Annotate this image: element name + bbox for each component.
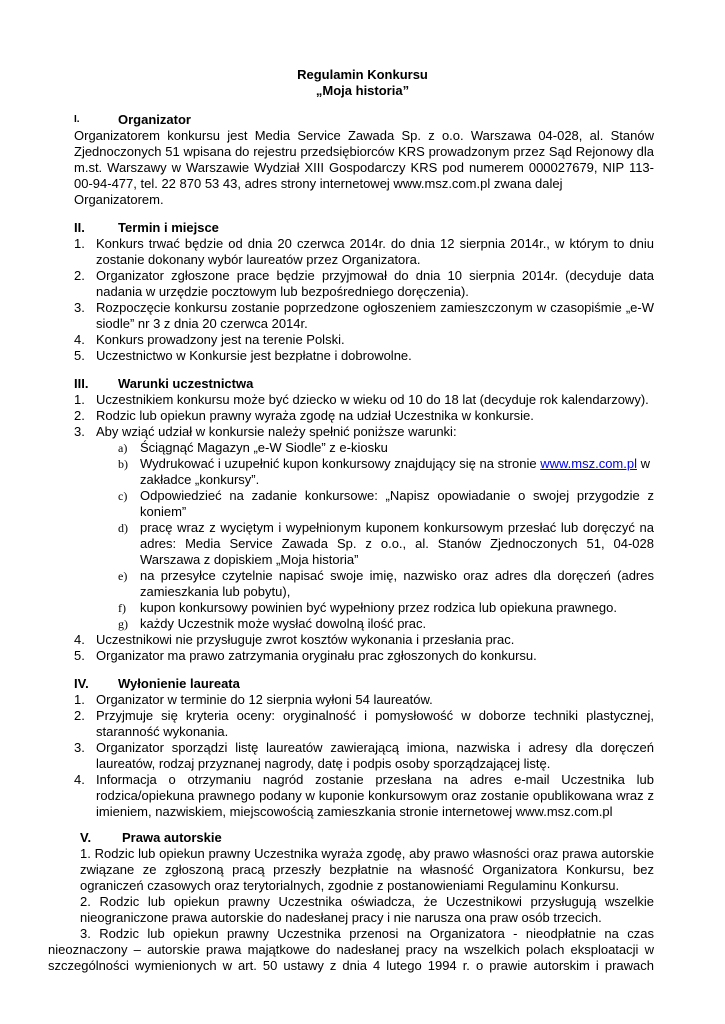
list-item-line: Rodzic lub opiekun prawny wyraża zgodę na udział Uczestnika w konkursie. [96,408,534,423]
sub-item-line: każdy Uczestnik może wysłać dowolną ilość prac. [140,616,427,631]
s5-line-5: nieograniczone prawa autorskie do nadesłanej pracy i nie narusza ona praw osób trzecich. [80,910,602,925]
list-marker: 3. [74,740,85,755]
list-marker: 4. [74,772,85,787]
sub-marker: a) [118,441,128,455]
sub-marker: e) [118,569,128,583]
sub-marker: f) [118,601,126,615]
s5-line-7: nieoznaczony – autorskie prawa majątkowe do nadesłanej pracy na wszelkich polach eksploatacji w [48,942,654,957]
s1-line-2: Zjednoczonych 51 wpisana do rejestru przedsiębiorców KRS prowadzonym przez Sąd Rejonowy dla [74,144,654,159]
sub-item-line: koniem” [140,504,187,519]
list-item-line: rodzica/opiekuna prawnego podany w kuponie konkursowym oraz zostanie opublikowana wraz z [96,788,654,803]
list-item-line: Uczestnikowi nie przysługuje zwrot kosztów wykonania i przesłania prac. [96,632,515,647]
section-number: II. [74,220,85,235]
list-marker: 1. [74,236,85,251]
document-subtitle: „Moja historia” [315,83,410,98]
sub-item-line: kupon konkursowy powinien być wypełniony przez rodzica lub opiekuna prawnego. [140,600,617,615]
list-marker: 2. [74,408,85,423]
section-number: V. [80,830,92,845]
list-item-line: Uczestnikiem konkursu może być dziecko w wieku od 10 do 18 lat (decyduje rok kalendarzowy). [96,392,649,407]
s5-line-2: związane ze zgłoszoną pracą przeszły bezpłatnie na własność Organizatora Konkursu, bez [80,862,654,877]
s1-line-4: 00-94-477, tel. 22 870 53 43, adres strony internetowej www.msz.com.pl zwana dalej [74,176,563,191]
section-label: Termin i miejsce [118,220,219,235]
sub-item-text: Wydrukować i uzupełnić kupon konkursowy znajdujący się na stronie [140,456,541,471]
sub-item-line: adres: Media Service Zawada Sp. z o.o., al. Stanów Zjednoczonych 51, 04-028 [140,536,654,551]
list-marker: 4. [74,332,85,347]
list-item-line: Organizator w terminie do 12 sierpnia wyłoni 54 laureatów. [96,692,433,707]
section-number: IV. [74,676,89,691]
list-marker: 5. [74,648,85,663]
s1-line-5: Organizatorem. [74,192,164,207]
list-marker: 5. [74,348,85,363]
list-item-line: Konkurs trwać będzie od dnia 20 czerwca 2014r. do dnia 12 sierpnia 2014r., w którym to dniu [96,236,654,251]
s5-line-1: 1. Rodzic lub opiekun prawny Uczestnika wyraża zgodę, aby prawo własności oraz prawa autorskie [80,846,654,861]
section-number: III. [74,376,89,391]
list-marker: 1. [74,392,85,407]
list-marker: 3. [74,424,85,439]
list-marker: 1. [74,692,85,707]
section-label: Warunki uczestnictwa [118,376,254,391]
section-label: Prawa autorskie [122,830,222,845]
list-item-line: imieniem, nazwiskiem, miejscowością zamieszkania stronie internetowej www.msz.com.pl [96,804,613,819]
list-item-line: Konkurs prowadzony jest na terenie Polski. [96,332,345,347]
list-item-line: Informacja o otrzymaniu nagród zostanie przesłana na adres e-mail Uczestnika lub [96,772,654,787]
sub-marker: c) [118,489,128,503]
sub-item-line: pracę wraz z wyciętym i wypełnionym kuponem konkursowym przesłać lub doręczyć na [140,520,654,535]
list-item-line: nadania w urzędzie pocztowym lub bezpośredniego doręczenia). [96,284,469,299]
s5-line-6: 3. Rodzic lub opiekun prawny Uczestnika przenosi na Organizatora - nieodpłatnie na czas [80,926,654,941]
list-item-line: zostanie dokonany wybór laureatów przez Organizatora. [96,252,421,267]
s1-line-3: m.st. Warszawy w Warszawie Wydział XIII Gospodarczy KRS pod numerem 000027679, NIP 113- [74,160,654,175]
section-label: Organizator [118,112,191,127]
list-item-line: Organizator sporządzi listę laureatów zawierającą imiona, nazwiska i adresy dla doręczeń [96,740,654,755]
sub-item-line [140,456,650,472]
sub-item-line: Ściągnąć Magazyn „e-W Siodle” z e-kiosku [140,440,388,455]
list-item-line: Aby wziąć udział w konkursie należy spełnić poniższe warunki: [96,424,457,439]
sub-item-line: Odpowiedzieć na zadanie konkursowe: „Napisz opowiadanie o swojej przygodzie z [140,488,654,503]
list-item-line: Uczestnictwo w Konkursie jest bezpłatne i dobrowolne. [96,348,412,363]
s5-line-3: ograniczeń czasowych oraz terytorialnych, zgodnie z postanowieniami Regulaminu Konkursu. [80,878,620,893]
list-item-line: staranność wykonania. [96,724,229,739]
list-item-line: Organizator ma prawo zatrzymania oryginału prac zgłoszonych do konkursu. [96,648,537,663]
list-item-line: Rozpoczęcie konkursu zostanie poprzedzone ogłoszeniem zamieszczonym w czasopiśmie „e-W [96,300,654,315]
sub-marker: d) [118,521,128,535]
s5-line-8: szczególności wymienionych w art. 50 ustawy z dnia 4 lutego 1994 r. o prawie autorskim i prawach [48,958,654,973]
document-title: Regulamin Konkursu [297,67,428,82]
sub-item-line: zamieszkania lub pobytu), [140,584,291,599]
list-marker: 4. [74,632,85,647]
section-number: I. [74,114,80,125]
msz-website-link[interactable]: www.msz.com.pl [540,456,637,471]
list-item-line: laureatów, rodzaj przyznanej nagrody, datę i podpis osoby sporządzającej listę. [96,756,551,771]
list-item-line: Organizator zgłoszone prace będzie przyjmował do dnia 10 sierpnia 2014r. (decyduje data [96,268,654,283]
sub-marker: g) [118,617,128,631]
sub-item-line: Warszawa z dopiskiem „Moja historia” [140,552,359,567]
sub-item-line: na przesyłce czytelnie napisać swoje imię, nazwisko oraz adres dla doręczeń (adres [140,568,654,583]
list-marker: 2. [74,708,85,723]
s1-line-1: Organizatorem konkursu jest Media Service Zawada Sp. z o.o. Warszawa 04-028, al. Stanów [74,128,654,143]
s5-line-4: 2. Rodzic lub opiekun prawny Uczestnika oświadcza, że Uczestnikowi przysługują wszelkie [80,894,654,909]
list-marker: 2. [74,268,85,283]
section-label: Wyłonienie laureata [118,676,240,691]
list-marker: 3. [74,300,85,315]
list-item-line: siodle” nr 3 z dnia 20 czerwca 2014r. [96,316,308,331]
sub-marker: b) [118,457,128,471]
sub-item-line: zakładce „konkursy”. [140,472,260,487]
sub-item-text: w [637,456,650,471]
list-item-line: Przyjmuje się kryteria oceny: oryginalność i pomysłowość w doborze techniki plastycznej, [96,708,654,723]
